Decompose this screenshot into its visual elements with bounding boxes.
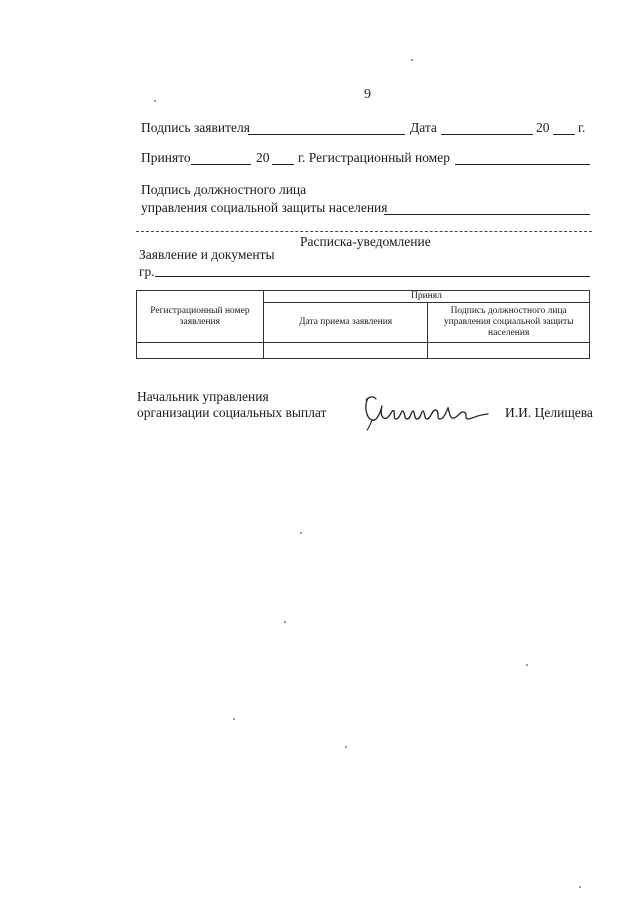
date-blank — [441, 134, 533, 135]
position-title-line2: организации социальных выплат — [137, 405, 327, 420]
accepted-year-prefix: 20 — [256, 150, 270, 165]
cut-line — [136, 231, 592, 232]
handwritten-signature — [360, 392, 494, 432]
scan-speck — [300, 532, 302, 534]
scan-speck — [526, 664, 528, 666]
col-official-signature: Подпись должностного лица управления социальной защиты населения — [428, 303, 590, 343]
scan-speck — [345, 746, 347, 748]
receipt-citizen-label: гр. — [139, 264, 155, 279]
receipt-table — [136, 290, 590, 359]
official-signature-blank — [384, 214, 590, 215]
scan-speck — [411, 59, 413, 61]
page-number: 9 — [364, 87, 371, 102]
receipt-title: Расписка-уведомление — [300, 234, 431, 249]
accepted-year-blank — [272, 164, 294, 165]
col-date-received: Дата приема заявления — [263, 303, 428, 343]
col-group-accepted: Принял — [263, 291, 589, 303]
receipt-citizen-blank — [155, 276, 590, 277]
receipt-docs-label: Заявление и документы — [139, 247, 275, 262]
table-cell — [263, 343, 428, 359]
registration-number-blank — [455, 164, 590, 165]
scan-speck — [233, 718, 235, 720]
official-department-label: управления социальной защиты населения — [141, 200, 388, 215]
year-blank — [553, 134, 575, 135]
accepted-blank — [191, 164, 251, 165]
table-row — [137, 343, 590, 359]
registration-number-label: г. Регистрационный номер — [298, 150, 450, 165]
position-title-line1: Начальник управления — [137, 389, 269, 404]
applicant-signature-label: Подпись заявителя — [141, 120, 250, 135]
scan-speck — [284, 621, 286, 623]
col-registration-number: Регистрационный номер заявления — [137, 291, 264, 343]
year-prefix: 20 — [536, 120, 550, 135]
applicant-signature-blank — [248, 134, 405, 135]
scan-speck — [154, 100, 156, 102]
date-label: Дата — [410, 120, 437, 135]
official-signature-label: Подпись должностного лица — [141, 182, 307, 197]
official-name: И.И. Целищева — [505, 405, 593, 420]
table-cell — [428, 343, 590, 359]
year-suffix: г. — [578, 120, 586, 135]
accepted-label: Принято — [141, 150, 191, 165]
table-cell — [137, 343, 264, 359]
scan-speck — [579, 886, 581, 888]
